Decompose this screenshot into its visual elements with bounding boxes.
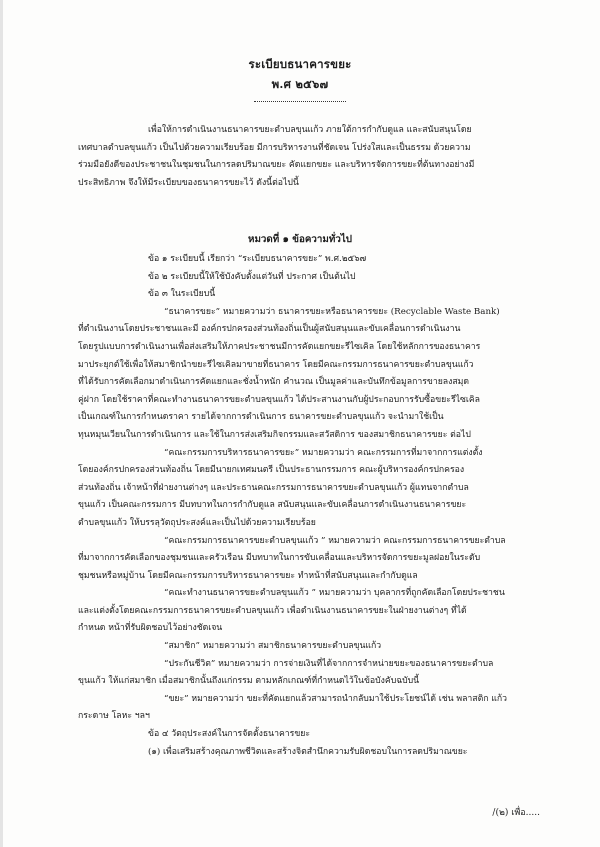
def-line: และแต่งตั้งโดยคณะกรรมการธนาคารขยะตำบลขุนแก้ว เพื่อดำเนินงานธนาคารขยะในฝ่ายงานต่างๆ ที่ได้ [78, 605, 467, 616]
def-line: ขุนแก้ว เป็นคณะกรรมการ มีบทบาทในการกำกับดูแล สนับสนุนและขับเคลื่อนการดำเนินงานธนาคารขยะ [78, 500, 467, 511]
def-line: เป็นเกณฑ์ในการกำหนดราคา รายได้จากการดำเนินการ ธนาคารขยะตำบลขุนแก้ว จะนำมาใช้เป็น [78, 412, 444, 423]
preamble [78, 122, 548, 192]
clause-1: ข้อ ๑ ระเบียบนี้ เรียกว่า “ระเบียบธนาคารขยะ” พ.ศ.๒๕๖๗ [148, 254, 367, 264]
def-line: คู่ฝาก โดยใช้ราคาที่คณะทำงานธนาคารขยะตำบลขุนแก้ว ได้ประสานงานกับผู้ประกอบการรับซื้อขยะรีไซเคิล [78, 394, 480, 405]
section-heading: หมวดที่ ๑ ข้อความทั่วไป [248, 234, 352, 245]
def-line: มาประยุกต์ใช้เพื่อให้สมาชิกนำขยะรีไซเคิลมาขายที่ธนาคาร โดยมีคณะกรรมการธนาคารขยะตำบลขุนแก้ว [78, 359, 474, 370]
body-text [78, 251, 548, 761]
def-bank-committee: “คณะกรรมการธนาคารขยะตำบลขุนแก้ว ” หมายความว่า คณะกรรมการธนาคารขยะตำบล [164, 535, 506, 546]
document-year: พ.ศ ๒๕๖๗ [271, 77, 329, 91]
def-waste: “ขยะ” หมายความว่า ขยะที่คัดแยกแล้วสามารถนำกลับมาใช้ประโยชน์ได้ เช่น พลาสติก แก้ว [164, 693, 507, 704]
preamble-line: เพื่อให้การดำเนินงานธนาคารขยะตำบลขุนแก้ว ภายใต้การกำกับดูแล และสนับสนุนโดย [148, 125, 472, 135]
def-working-team: “คณะทำงานธนาคารขยะตำบลขุนแก้ว ” หมายความว่า บุคลากรที่ถูกคัดเลือกโดยประชาชน [164, 588, 505, 599]
def-line: โดยรูปแบบการดำเนินงานเพื่อส่งเสริมให้ภาคประชาชนมีการคัดแยกขยะรีไซเคิล โดยใช้หลักการของธนาคาร [78, 341, 481, 352]
clause-4-item-1: (๑) เพื่อเสริมสร้างคุณภาพชีวิตและสร้างจิตสำนึกความรับผิดชอบในการลดปริมาณขยะ [148, 746, 468, 757]
def-line: ที่ดำเนินงานโดยประชาชนและมี องค์กรปกครองส่วนท้องถิ่นเป็นผู้สนับสนุนและขับเคลื่อนการดำเนินงาน [78, 324, 461, 335]
def-waste-bank: “ธนาคารขยะ” หมายความว่า ธนาคารขยะหรือธนาคารขยะ (Recyclable Waste Bank) [164, 306, 500, 317]
def-line: ขุนแก้ว ให้แก่สมาชิก เมื่อสมาชิกนั้นถึงแก่กรรม ตามหลักเกณฑ์ที่กำหนดไว้ในข้อบังคับฉบับนี้ [78, 676, 420, 687]
scan-edge [0, 0, 3, 847]
clause-3: ข้อ ๓ ในระเบียบนี้ [148, 289, 216, 300]
def-line: โดยองค์กรปกครองส่วนท้องถิ่น โดยมีนายกเทศมนตรี เป็นประธานกรรมการ คณะผู้บริหารองค์กรปกครอง [78, 465, 465, 476]
def-line: กำหนด หน้าที่รับผิดชอบไว้อย่างชัดเจน [78, 623, 223, 634]
clause-4: ข้อ ๔ วัตถุประสงค์ในการจัดตั้งธนาคารขยะ [148, 729, 311, 740]
preamble-line: เทศบาลตำบลขุนแก้ว เป็นไปด้วยความเรียบร้อย มีการบริหารงานที่ชัดเจน โปร่งใสและเป็นธรรม ด้วยความ [78, 142, 471, 153]
def-line: ที่มาจากการคัดเลือกของชุมชนและครัวเรือน มีบทบาทในการขับเคลื่อนและบริหารจัดการขยะมูลฝอยในระดับ [78, 553, 481, 564]
preamble-line: ประสิทธิภาพ จึงให้มีระเบียบของธนาคารขยะไว้ ดังนี้ต่อไปนี้ [78, 177, 299, 188]
def-line: ส่วนท้องถิ่น เจ้าหน้าที่ฝ่ายงานต่างๆ และประธานคณะกรรมการธนาคารขยะตำบลขุนแก้ว ผู้แทนจากตำบล [78, 482, 469, 493]
def-line: กระดาษ โลหะ ฯลฯ [78, 711, 150, 722]
def-line: ที่ได้รับการคัดเลือกมาดำเนินการคัดแยกและชั่งน้ำหนัก คำนวณ เป็นมูลค่าและบันทึกข้อมูลการขายลงสมุด [78, 377, 470, 388]
preamble-line: ร่วมมือยังดีของประชาชนในชุมชนในการลดปริมาณขยะ คัดแยกขยะ และบริหารจัดการขยะที่ต้นทางอย่างมี [78, 160, 475, 171]
document-title: ระเบียบธนาคารขยะ [248, 57, 352, 71]
title-divider [254, 101, 346, 102]
continuation-marker: /(๒) เพื่อ..... [492, 808, 540, 818]
def-member: “สมาชิก” หมายความว่า สมาชิกธนาคารขยะตำบลขุนแก้ว [164, 641, 382, 652]
def-line: ทุนหมุนเวียนในการดำเนินการ และใช้ในการส่งเสริมกิจกรรมและสวัสดิการ ของสมาชิกธนาคารขยะ ต่อไป [78, 429, 471, 440]
clause-2: ข้อ ๒ ระเบียบนี้ให้ใช้บังคับตั้งแต่วันที่ ประกาศ เป็นต้นไป [148, 271, 356, 282]
def-life-insurance: “ประกันชีวิต” หมายความว่า การจ่ายเงินที่ได้จากการจำหน่ายขยะของธนาคารขยะตำบล [164, 658, 494, 669]
def-admin-committee: “คณะกรรมการบริหารธนาคารขยะ” หมายความว่า คณะกรรมการที่มาจากการแต่งตั้ง [164, 447, 483, 458]
def-line: ชุมชนหรือหมู่บ้าน โดยมีคณะกรรมการบริหารธนาคารขยะ ทำหน้าที่สนับสนุนและกำกับดูแล [78, 570, 418, 581]
def-line: ตำบลขุนแก้ว ให้บรรลุวัตถุประสงค์และเป็นไปด้วยความเรียบร้อย [78, 517, 316, 528]
